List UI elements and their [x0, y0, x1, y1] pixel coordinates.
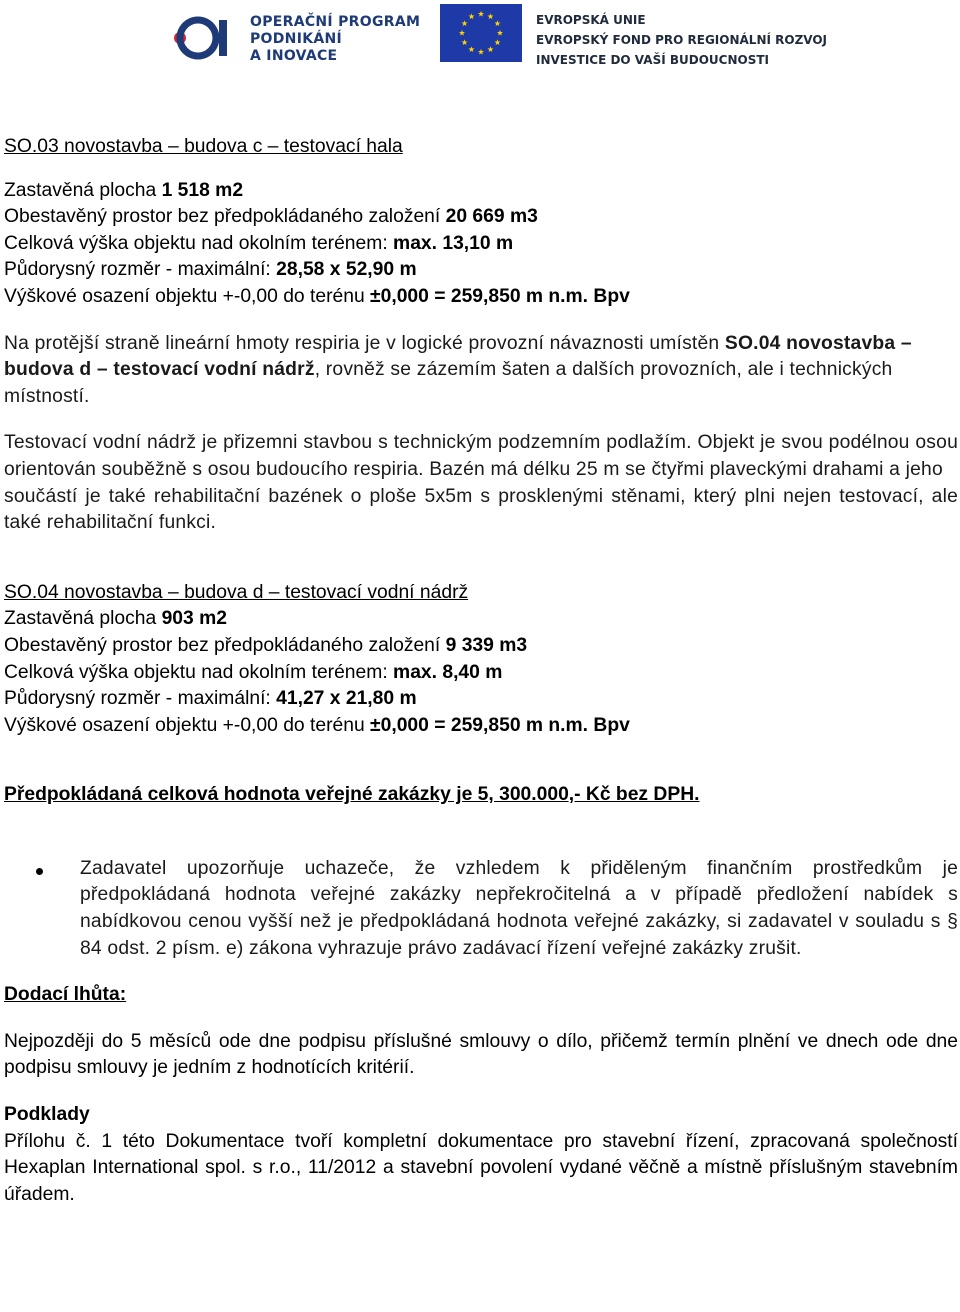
document-body	[4, 134, 958, 1208]
list-item: Zadavatel upozorňuje uchazeče, že vzhledem k přiděleným finančním prostředkům je předpokládaná hodnota veřejné zakázky nepřekročitelná a v případě předložení nabídek s nabídkovou cenou vyšší než je předpokládaná hodnota veřejné zakázky, si zadavatel v souladu s § 84 odst. 2 písm. e) zákona vyhrazuje právo zadávací řízení veřejné zakázky zrušit.	[4, 856, 958, 962]
oppik-logo-text: OPERAČNÍ PROGRAM PODNIKÁNÍ A INOVACE	[250, 14, 421, 64]
so03-level: Výškové osazení objektu +-0,00 do terénu ±0,000 = 259,850 m n.m. Bpv	[4, 285, 630, 307]
paragraph-bazenek: součástí je také rehabilitační bazének o ploše 5x5m s prosklenými stěnami, který plni nejen testovací, ale také rehabilitační funkci.	[4, 485, 958, 534]
so03-plan: Půdorysný rozměr - maximální: 28,58 x 52,90 m	[4, 259, 417, 281]
podklady-text: Přílohu č. 1 této Dokumentace tvoří kompletní dokumentace pro stavební řízení, zpracovaná společností Hexaplan International spol. s r.o., 11/2012 a stavební povolení vydané věčně a místně příslušným stavebním úřadem.	[4, 1130, 958, 1205]
so04-volume: Obestavěný prostor bez předpokládaného založení 9 339 m3	[4, 634, 528, 656]
total-value: Předpokládaná celková hodnota veřejné zakázky je 5, 300.000,- Kč bez DPH.	[4, 784, 700, 806]
so04-heading: SO.04 novostavba – budova d – testovací vodní nádrž	[4, 581, 469, 603]
paragraph-respirium: Na protější straně lineární hmoty respiria je v logické provozní návaznosti umístěn SO.04 novostavba – budova d – testovací vodní nádrž, rovněž se zázemím šaten a dalších provozních, ale i technických místností.	[4, 332, 912, 407]
so04-plan: Půdorysný rozměr - maximální: 41,27 x 21,80 m	[4, 688, 417, 710]
oppik-logo-icon	[170, 16, 232, 60]
bullet-icon	[36, 868, 43, 875]
so04-height: Celková výška objektu nad okolním terénem: max. 8,40 m	[4, 661, 503, 683]
so03-area: Zastavěná plocha 1 518 m2	[4, 179, 244, 201]
so03-heading: SO.03 novostavba – budova c – testovací hala	[4, 136, 403, 157]
so04-area: Zastavěná plocha 903 m2	[4, 608, 227, 630]
so03-height: Celková výška objektu nad okolním terénem: max. 13,10 m	[4, 232, 514, 254]
eu-flag-icon	[440, 4, 522, 62]
delivery-text: Nejpozději do 5 měsíců ode dne podpisu příslušné smlouvy o dílo, přičemž termín plnění ve dnech ode dne podpisu smlouvy je jedním z hodnotících kritérií.	[4, 1030, 958, 1079]
header-logos	[0, 0, 960, 90]
paragraph-nadrz: Testovací vodní nádrž je přizemni stavbou s technickým podzemním podlažím. Objekt je svou podélnou osou orientován souběžně s osou budoucího respiria. Bazén má délku 25 m se čtyřmi plaveckými drahami a jeho	[4, 432, 958, 480]
eu-logo-text: EVROPSKÁ UNIE EVROPSKÝ FOND PRO REGIONÁLNÍ ROZVOJ INVESTICE DO VAŠÍ BUDOUCNOSTI	[536, 13, 828, 67]
podklady-heading: Podklady	[4, 1104, 90, 1126]
so03-volume: Obestavěný prostor bez předpokládaného založení 20 669 m3	[4, 206, 538, 228]
delivery-heading: Dodací lhůta:	[4, 984, 127, 1006]
so04-level: Výškové osazení objektu +-0,00 do terénu ±0,000 = 259,850 m n.m. Bpv	[4, 714, 630, 736]
